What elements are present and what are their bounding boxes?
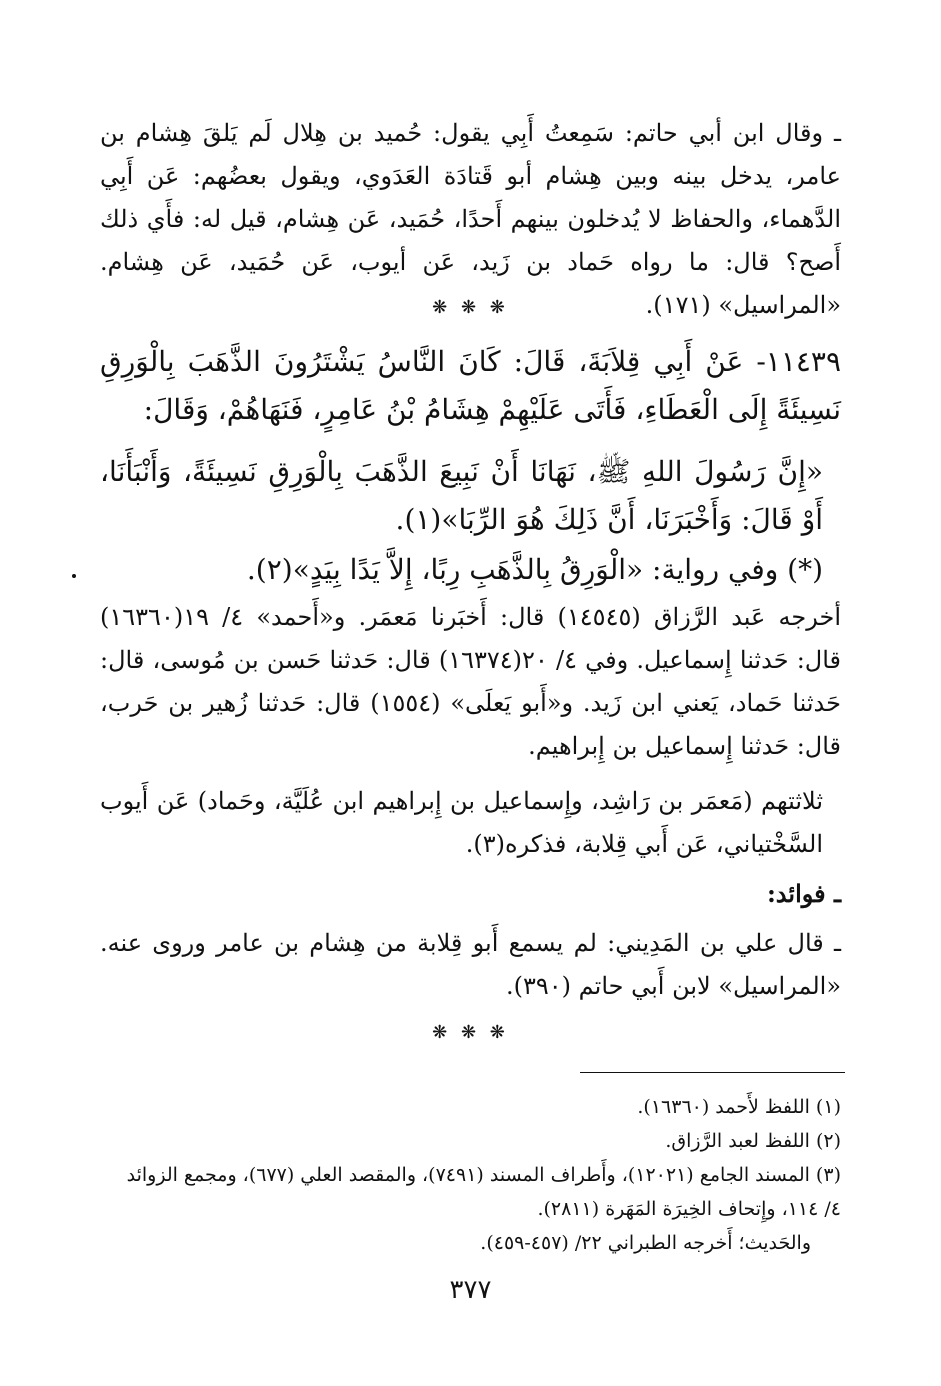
hadith-text: ١١٤٣٩- عَنْ أَبِي قِلاَبَةَ، قَالَ: كَانَ النَّاسُ يَشْتَرُونَ الذَّهَبَ بِالْوَرِقِ نَسِيئَةً إِلَى الْعَطَاءِ، فَأَتَى عَلَيْهِمْ هِشَامُ بْنُ عَامِرٍ، فَنَهَاهُمْ، وَقَالَ: bbox=[100, 345, 841, 426]
intro-paragraph: ـ وقال ابن أبي حاتم: سَمِعتُ أَبِي يقول: حُميد بن هِلال لَم يَلقَ هِشام بن عامر، يدخل بينه وبين هِشام أبو قَتادَة العَدَوي، ويقول بعضُهم: عَن أَبِي الدَّهماء، والحفاظ لا يُدخلون بينهم أَحدًا، حُمَيد، عَن هِشام، قيل له: فأَي ذلك أَصح؟ قال: ما رواه حَماد بن زَيد، عَن أيوب، عَن حُمَيد، عَن هِشام. «المراسيل» (١٧١). bbox=[100, 119, 841, 319]
benefits-heading: ـ فوائد: bbox=[766, 879, 841, 908]
footnote-rule bbox=[580, 1072, 845, 1073]
takhrij-paragraph: أخرجه عَبد الرَّزاق (١٤٥٤٥) قال: أَخبَرنا مَعمَر. و«أَحمد» ٤/ ١٩(١٦٣٦٠) قال: حَدثنا إِسماعيل. وفي ٤/ ٢٠(١٦٣٧٤) قال: حَدثنا حَسن بن مُوسى، قال: حَدثنا حَماد، يَعني ابن زَيد. و«أَبو يَعلَى» (١٥٥٤) قال: حَدثنا زُهير بن حَرب، قال: حَدثنا إِسماعيل بن إِبراهيم. bbox=[100, 603, 842, 760]
page-number: ٣٧٧ bbox=[449, 1275, 492, 1305]
benefits-paragraph: ـ قال علي بن المَدِيني: لم يسمع أَبو قِلابة من هِشام بن عامر وروى عنه. «المراسيل» لابن أَبي حاتم (٣٩٠). bbox=[100, 929, 841, 1000]
footnote-2: (٢) اللفظ لعبد الرَّزاق. bbox=[665, 1130, 841, 1152]
hadith-variant: (*) وفي رواية: «الْوَرِقُ بِالذَّهَبِ رِبًا، إِلاَّ يَدًا بِيَدٍ»(٢). bbox=[246, 553, 823, 586]
section-separator: ❋ ❋ ❋ bbox=[432, 297, 509, 318]
footnote-1: (١) اللفظ لأَحمد (١٦٣٦٠). bbox=[637, 1096, 841, 1118]
footnotes bbox=[110, 1090, 841, 1260]
footnote-3-continuation: والحَديث؛ أَخرجه الطبراني ٢٢/ (٤٥٧-٤٥٩). bbox=[480, 1232, 811, 1254]
section-separator-2: ❋ ❋ ❋ bbox=[432, 1022, 509, 1043]
narrators-paragraph: ثلاثتهم (مَعمَر بن رَاشِد، وإِسماعيل بن إِبراهيم ابن عُلَيَّة، وحَماد) عَن أَيوب السَّخْتياني، عَن أَبي قِلابة، فذكره(٣). bbox=[100, 787, 823, 858]
stray-dot bbox=[72, 574, 76, 578]
hadith-quote: «إِنَّ رَسُولَ اللهِ ﷺ، نَهَانَا أَنْ نَبِيعَ الذَّهَبَ بِالْوَرِقِ نَسِيئَةً، وَأَنْبَأَنَا، أَوْ قَالَ: وَأَخْبَرَنَا، أَنَّ ذَلِكَ هُوَ الرِّبَا»(١). bbox=[100, 455, 823, 536]
footnote-3: (٣) المسند الجامع (١٢٠٢١)، وأَطراف المسند (٧٤٩١)، والمقصد العلي (٦٧٧)، ومجمع الزوائد ٤/ ١١٤، وإِتحاف الخِيرَة المَهَرة (٢٨١١). bbox=[126, 1164, 841, 1220]
